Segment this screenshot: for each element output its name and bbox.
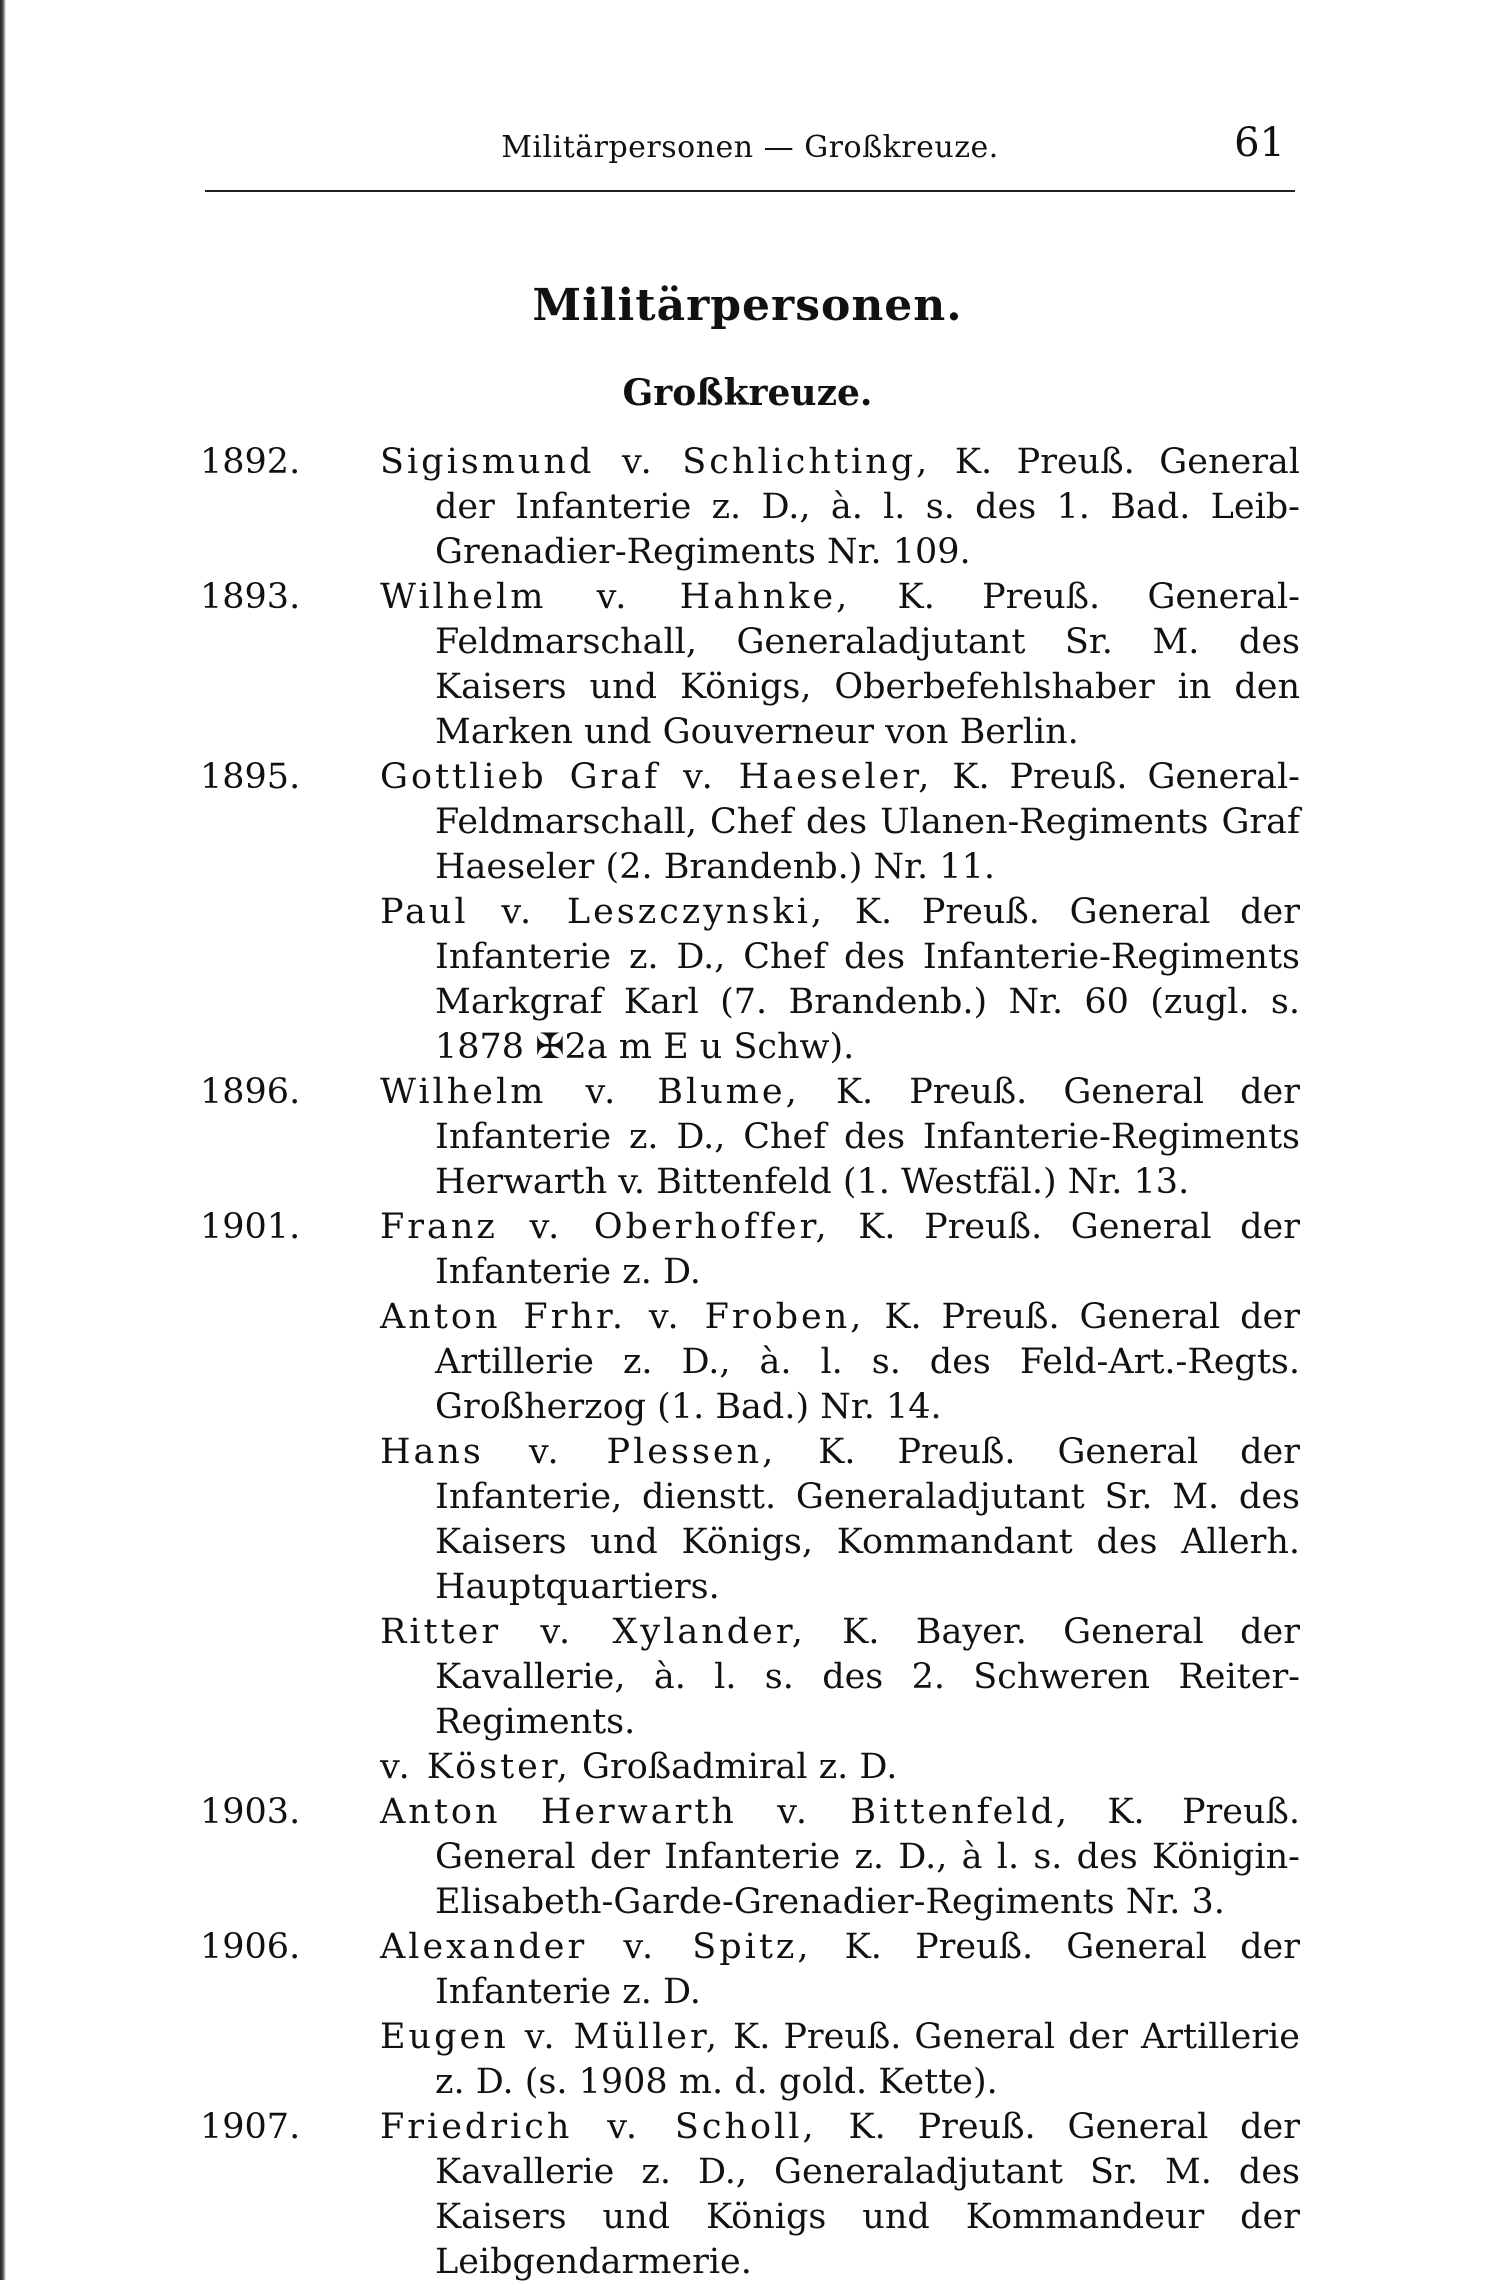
- entry: [200, 755, 1300, 890]
- entry-year: 1896.: [200, 1072, 301, 1112]
- entry-name: Paul v. Leszczynski,: [380, 892, 826, 932]
- entry-name: Hans v. Plessen,: [380, 1432, 777, 1472]
- entry-text: [380, 440, 1300, 575]
- section-heading: Militärpersonen.: [532, 280, 963, 331]
- entry: [200, 1070, 1300, 1205]
- entry-description: K. Preuß. General der Infanterie z. D.: [435, 1927, 1300, 2012]
- entry: [200, 1610, 1300, 1745]
- entry-description: K. Preuß. General der Artillerie z. D. (s. 1908 m. d. gold. Kette).: [435, 2017, 1300, 2102]
- entry-text: [380, 1790, 1300, 1925]
- entry-name: Eugen v. Müller,: [380, 2017, 721, 2057]
- subsection-heading: Großkreuze.: [622, 372, 873, 414]
- entry-text: [380, 1070, 1300, 1205]
- entry-text: [380, 890, 1300, 1070]
- entry-year: 1906.: [200, 1927, 301, 1967]
- entry-name: Anton Herwarth v. Bittenfeld,: [380, 1792, 1071, 1832]
- entry-year: 1903.: [200, 1792, 301, 1832]
- entry-name: Wilhelm v. Hahnke,: [380, 577, 851, 617]
- entry-text: [380, 1295, 1300, 1430]
- entry: [200, 2105, 1300, 2285]
- entry-text: [380, 1745, 1300, 1790]
- page-number: 61: [1234, 120, 1285, 166]
- entry-description: K. Bayer. General der Kavallerie, à. l. s. des 2. Schweren Reiter-Regiments.: [435, 1612, 1300, 1742]
- entry: [200, 890, 1300, 1070]
- entry-name: Franz v. Oberhoffer,: [380, 1207, 830, 1247]
- entry-description: K. Preuß. General der Infanterie z. D., Chef des Infanterie-Regiments Herwarth v. Bittenfeld (1. Westfäl.) Nr. 13.: [435, 1072, 1300, 1202]
- entry-name: Ritter v. Xylander,: [380, 1612, 806, 1652]
- entry: [200, 440, 1300, 575]
- entry-name: Friedrich v. Scholl,: [380, 2107, 817, 2147]
- entry-year: 1892.: [200, 442, 301, 482]
- entries-list: [200, 440, 1300, 2285]
- entry: [200, 1745, 1300, 1790]
- running-head: [205, 120, 1295, 192]
- entry-text: [380, 1205, 1300, 1295]
- entry-description: K. Preuß. General der Infanterie z. D.: [435, 1207, 1300, 1292]
- entry-name: Alexander v. Spitz,: [380, 1927, 812, 1967]
- entry-name: Gottlieb Graf v. Haeseler,: [380, 757, 933, 797]
- entry: [200, 1295, 1300, 1430]
- entry: [200, 1430, 1300, 1610]
- entry-year: 1895.: [200, 757, 301, 797]
- entry-name: Anton Frhr. v. Froben,: [380, 1297, 865, 1337]
- entry-text: [380, 1430, 1300, 1610]
- entry-description: K. Preuß. General der Infanterie z. D., Chef des Infanterie-Regiments Markgraf Karl (7. Brandenb.) Nr. 60 (zugl. s. 1878 ✠2a m E u Schw).: [435, 892, 1300, 1067]
- entry-text: [380, 575, 1300, 755]
- entry-text: [380, 755, 1300, 890]
- entry-description: K. Preuß. General der Artillerie z. D., à. l. s. des Feld-Art.-Regts. Großherzog (1. Bad.) Nr. 14.: [435, 1297, 1300, 1427]
- entry: [200, 1205, 1300, 1295]
- entry-description: K. Preuß. General der Infanterie z. D., à l. s. des Königin-Elisabeth-Garde-Grenadier-Regiments Nr. 3.: [435, 1792, 1300, 1922]
- entry-year: 1893.: [200, 577, 301, 617]
- entry-text: [380, 1610, 1300, 1745]
- entry-name: Wilhelm v. Blume,: [380, 1072, 800, 1112]
- entry: [200, 2015, 1300, 2105]
- entry-description: K. Preuß. General der Infanterie z. D., à. l. s. des 1. Bad. Leib-Grenadier-Regiments Nr. 109.: [435, 442, 1300, 572]
- running-title: Militärpersonen — Großkreuze.: [501, 130, 999, 165]
- entry-description: K. Preuß. General der Kavallerie z. D., Generaladjutant Sr. M. des Kaisers und Königs und Kommandeur der Leibgendarmerie.: [435, 2107, 1300, 2282]
- entry-year: 1901.: [200, 1207, 301, 1247]
- entry-description: Großadmiral z. D.: [570, 1747, 898, 1787]
- entry-description: K. Preuß. General-Feldmarschall, Chef des Ulanen-Regiments Graf Haeseler (2. Brandenb.) Nr. 11.: [435, 757, 1301, 887]
- entry-description: K. Preuß. General-Feldmarschall, Generaladjutant Sr. M. des Kaisers und Königs, Oberbefehlshaber in den Marken und Gouverneur von Berlin.: [435, 577, 1300, 752]
- entry-text: [380, 2015, 1300, 2105]
- entry-name: v. Köster,: [380, 1747, 571, 1787]
- entry-text: [380, 2105, 1300, 2285]
- page-edge-shadow: [0, 0, 6, 2280]
- entry-description: K. Preuß. General der Infanterie, dienstt. Generaladjutant Sr. M. des Kaisers und Königs, Kommandant des Allerh. Hauptquartiers.: [435, 1432, 1300, 1607]
- entry-name: Sigismund v. Schlichting,: [380, 442, 931, 482]
- entry: [200, 1790, 1300, 1925]
- entry: [200, 575, 1300, 755]
- entry-text: [380, 1925, 1300, 2015]
- entry: [200, 1925, 1300, 2015]
- entry-year: 1907.: [200, 2107, 301, 2147]
